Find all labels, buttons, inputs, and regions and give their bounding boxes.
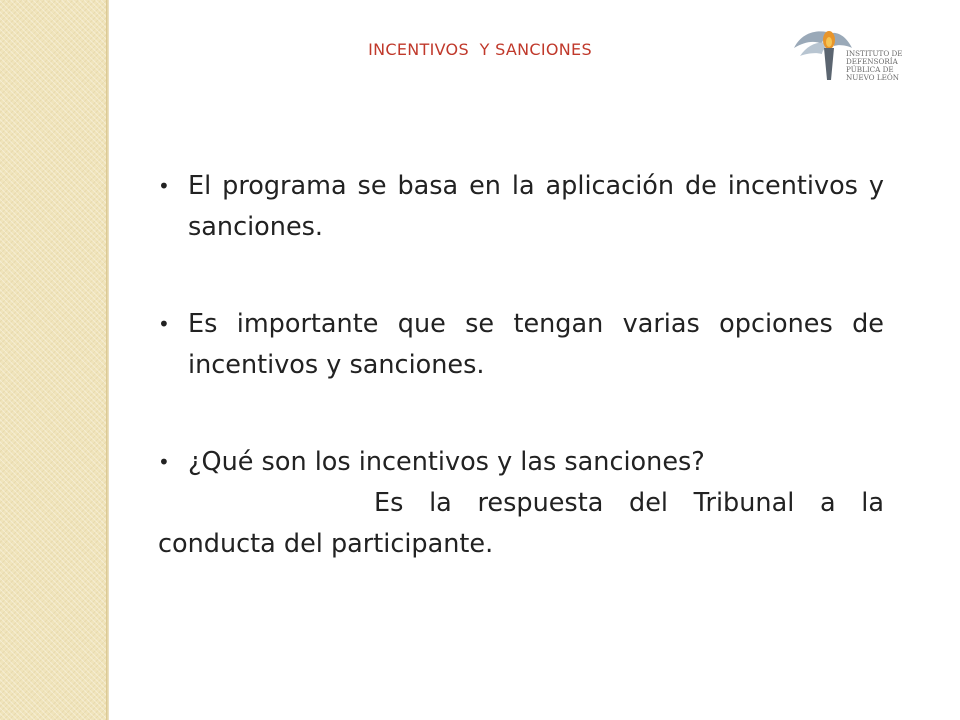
bullet-item xyxy=(158,442,884,483)
bullet-dot-icon: • xyxy=(158,312,170,336)
bullet-text: El programa se basa en la aplicación de incentivos y sanciones. xyxy=(188,171,884,242)
side-band-edge xyxy=(106,0,109,720)
bullet-dot-icon: • xyxy=(158,450,170,474)
slide-title: INCENTIVOS Y SANCIONES xyxy=(368,40,592,59)
logo-text-line-1: INSTITUTO DE xyxy=(846,49,903,58)
logo-text-line-3: PÚBLICA DE xyxy=(846,65,894,74)
logo-text-line-4: NUEVO LEÓN xyxy=(846,73,900,82)
logo-text-line-2: DEFENSORÍA xyxy=(846,57,898,66)
slide-content xyxy=(158,166,884,565)
bullet-item xyxy=(158,304,884,386)
bullet-text: Es importante que se tengan varias opciones de incentivos y sanciones. xyxy=(188,309,884,380)
answer-text: Es la respuesta del Tribunal a la conducta del participante. xyxy=(158,488,884,559)
bullet-dot-icon: • xyxy=(158,174,170,198)
bullet-text: ¿Qué son los incentivos y las sanciones? xyxy=(188,447,705,477)
bullet-item xyxy=(158,166,884,248)
decorative-side-band xyxy=(0,0,106,720)
